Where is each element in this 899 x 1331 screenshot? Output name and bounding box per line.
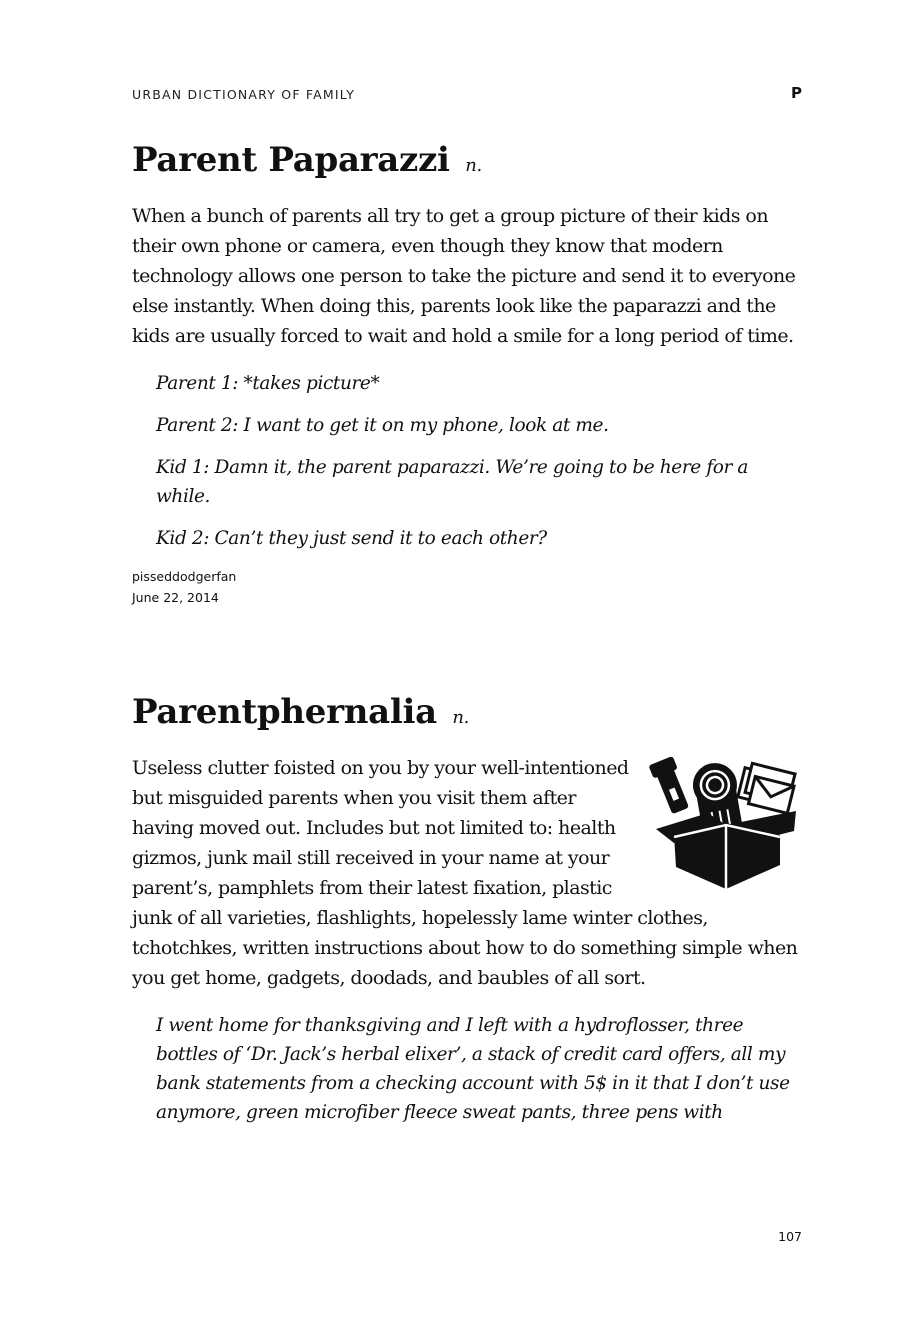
example-line: Kid 2: Can’t they just send it to each other?: [156, 528, 547, 549]
entry-attribution: [132, 566, 802, 608]
entry-parentphernalia: [132, 691, 802, 1140]
example-line: Parent 2: I want to get it on my phone, look at me.: [156, 415, 609, 436]
headword-text: Parent Paparazzi: [132, 140, 450, 180]
entry-definition: Useless clutter foisted on you by your well-intentioned but misguided parents when you visit them after having moved out. Includes but not limited to: health gizmos, junk mail still received in your name at your parent’s, pamphlets from their latest fixation, plastic junk of all varieties, flashlights, hopelessly lame winter clothes, tchotchkes, written instructions about how to do something simple when you get home, gadgets, doodads, and baubles of all sort.: [132, 757, 798, 989]
part-of-speech: n.: [452, 707, 470, 728]
page-number: 107: [778, 1229, 802, 1244]
running-head: [132, 84, 802, 107]
entry-example: [156, 369, 802, 553]
running-head-letter: P: [791, 84, 802, 102]
entry-parent-paparazzi: [132, 139, 802, 608]
entry-date: June 22, 2014: [132, 590, 219, 605]
example-text: I went home for thanksgiving and I left with a hydroflosser, three bottles of ‘Dr. Jack’s herbal elixer’, a stack of credit card offers, all my bank statements from a checking account with 5$ in it that I don’t use anymore, green microfiber fleece sweat pants, three pens with: [156, 1015, 790, 1123]
entry-headword: [132, 691, 802, 739]
entry-definition: When a bunch of parents all try to get a group picture of their kids on their own phone or camera, even though they know that modern technology allows one person to take the picture and send it to everyone else instantly. When doing this, parents look like the paparazzi and the kids are usually forced to wait and hold a smile for a long period of time.: [132, 205, 796, 347]
entry-author: pisseddodgerfan: [132, 569, 237, 584]
part-of-speech: n.: [465, 155, 482, 176]
entry-definition-block: [132, 753, 802, 993]
example-line: Parent 1: *takes picture*: [156, 373, 380, 394]
headword-text: Parentphernalia: [132, 692, 437, 732]
entry-example: [156, 1011, 802, 1127]
example-line: Kid 1: Damn it, the parent paparazzi. We’re going to be here for a while.: [156, 457, 749, 507]
box-of-clutter-icon: [646, 751, 806, 891]
running-head-title: URBAN DICTIONARY OF FAMILY: [132, 87, 356, 102]
entry-headword: [132, 139, 802, 187]
